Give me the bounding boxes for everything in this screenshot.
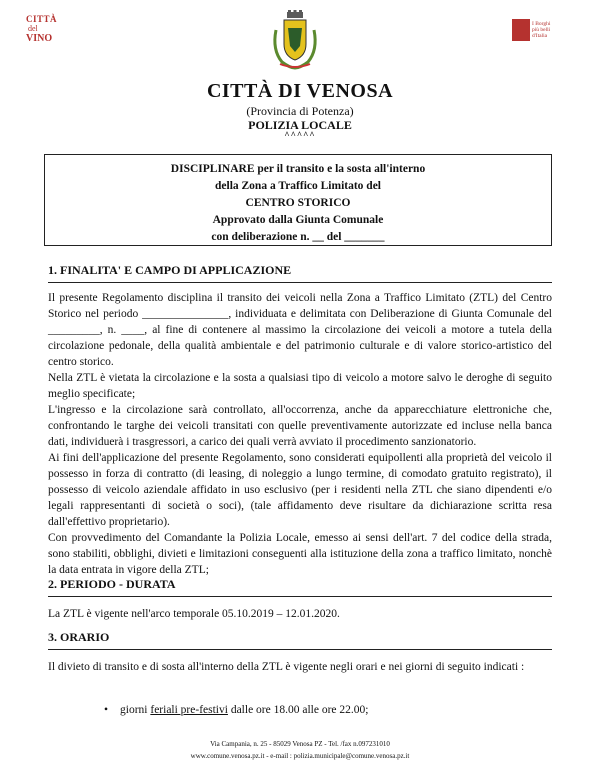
paragraph: Il presente Regolamento disciplina il transito dei veicoli nella Zona a Traffico Limitato (ZTL) del Centro Storico nel periodo _______________, individuata e delimitata con Deliberazione di Giunta Comunale del _________, n. ____, al fine di contenere al massimo la circolazione dei veicoli a motore a tutela della circolazione pedonale, della qualità ambientale e del patrimonio culturale e di valore storico-artistico del centro storico. [48,292,552,368]
footer-address: Via Campania, n. 25 - 85029 Venosa PZ - Tel. /fax n.097231010 [210,740,390,748]
footer-contacts: www.comune.venosa.pz.it - e-mail : polizia.municipale@comune.venosa.pz.it [190,752,410,760]
title-line2: della Zona a Traffico Limitato del [215,180,381,192]
borghi-logo [512,18,562,42]
section-divider [48,649,552,650]
borghi-logo-text [532,21,550,39]
separator-carets: ^^^^^ [284,130,316,140]
paragraph: Con provvedimento del Comandante la Polizia Locale, emesso ai sensi dell'art. 7 del codice della strada, sono stabiliti, obblighi, divieti e limitazioni conseguenti alla istituzione della zona a traffico limitato, nonchè la data entrata in vigore della ZTL; [48,532,552,576]
section-divider [48,282,552,283]
paragraph: Ai fini dell'applicazione del presente Regolamento, sono considerati equipollenti alla proprietà del veicolo il possesso in forza di contratto (di leasing, di noleggio a lungo termine, di comodato gratuito registrato), il possesso di veicolo aziendale affidato in uso esclusivo (per i residenti nella ZTL che siano dipendenti e/o legali rappresentanti di società o soci), (tale affidamento deve risultare da dichiarazione scritta resa dall'effettivo proprietario). [48,452,552,528]
title-line3: CENTRO STORICO [245,197,351,209]
logo-text-top: CITTÀ [26,14,58,24]
borghi-line3: d'Italia [532,33,548,39]
logo-text-mid: del [28,24,38,33]
section-heading-finalita: 1. FINALITA' E CAMPO DI APPLICAZIONE [48,263,292,277]
province-subtitle: (Provincia di Potenza) [246,104,354,118]
bullet-icon: • [104,704,109,716]
schedule-list-item [104,704,368,716]
city-title: CITTÀ DI VENOSA [206,80,394,102]
logo-text-bottom: VINO [26,33,53,44]
paragraph: Nella ZTL è vietata la circolazione e la sosta a qualsiasi tipo di veicolo a motore salvo le deroghe di seguito meglio specificate; [48,372,552,400]
section-body-finalita [48,290,552,578]
borghi-line1: I Borghi [532,21,551,27]
borghi-line2: più belli [532,27,551,33]
municipal-crest-icon [270,10,320,70]
section-body-periodo: La ZTL è vigente nell'arco temporale 05.10.2019 – 12.01.2020. [48,608,340,620]
title-line5: con deliberazione n. __ del _______ [211,231,385,243]
section-body-orario: Il divieto di transito e di sosta all'interno della ZTL è vigente negli orari e nei giorni di seguito indicati : [48,661,525,673]
section-heading-orario: 3. ORARIO [48,630,110,644]
regulation-title-box [44,154,552,246]
bullet-text-underlined: feriali pre-festivi [150,704,228,716]
section-heading-periodo: 2. PERIODO - DURATA [48,577,176,591]
borghi-logo-mark [512,19,530,41]
bullet-text-suffix: dalle ore 18.00 alle ore 22.00; [227,704,369,716]
citta-del-vino-logo [26,14,60,58]
title-line4: Approvato dalla Giunta Comunale [212,214,384,226]
title-line1: DISCIPLINARE per il transito e la sosta all'interno [170,163,426,175]
paragraph: L'ingresso e la circolazione sarà controllato, all'occorrenza, anche da apparecchiature elettroniche che, confrontando le targhe dei veicoli transitati con quelle preventivamente autorizzate ed incluse nella banca dati, individuerà i trasgressori, a carico dei quali verrà avviato il procedimento sanzionatorio. [48,404,552,448]
section-divider [48,596,552,597]
police-label: POLIZIA LOCALE [248,118,352,132]
bullet-text-prefix: giorni [120,704,151,716]
